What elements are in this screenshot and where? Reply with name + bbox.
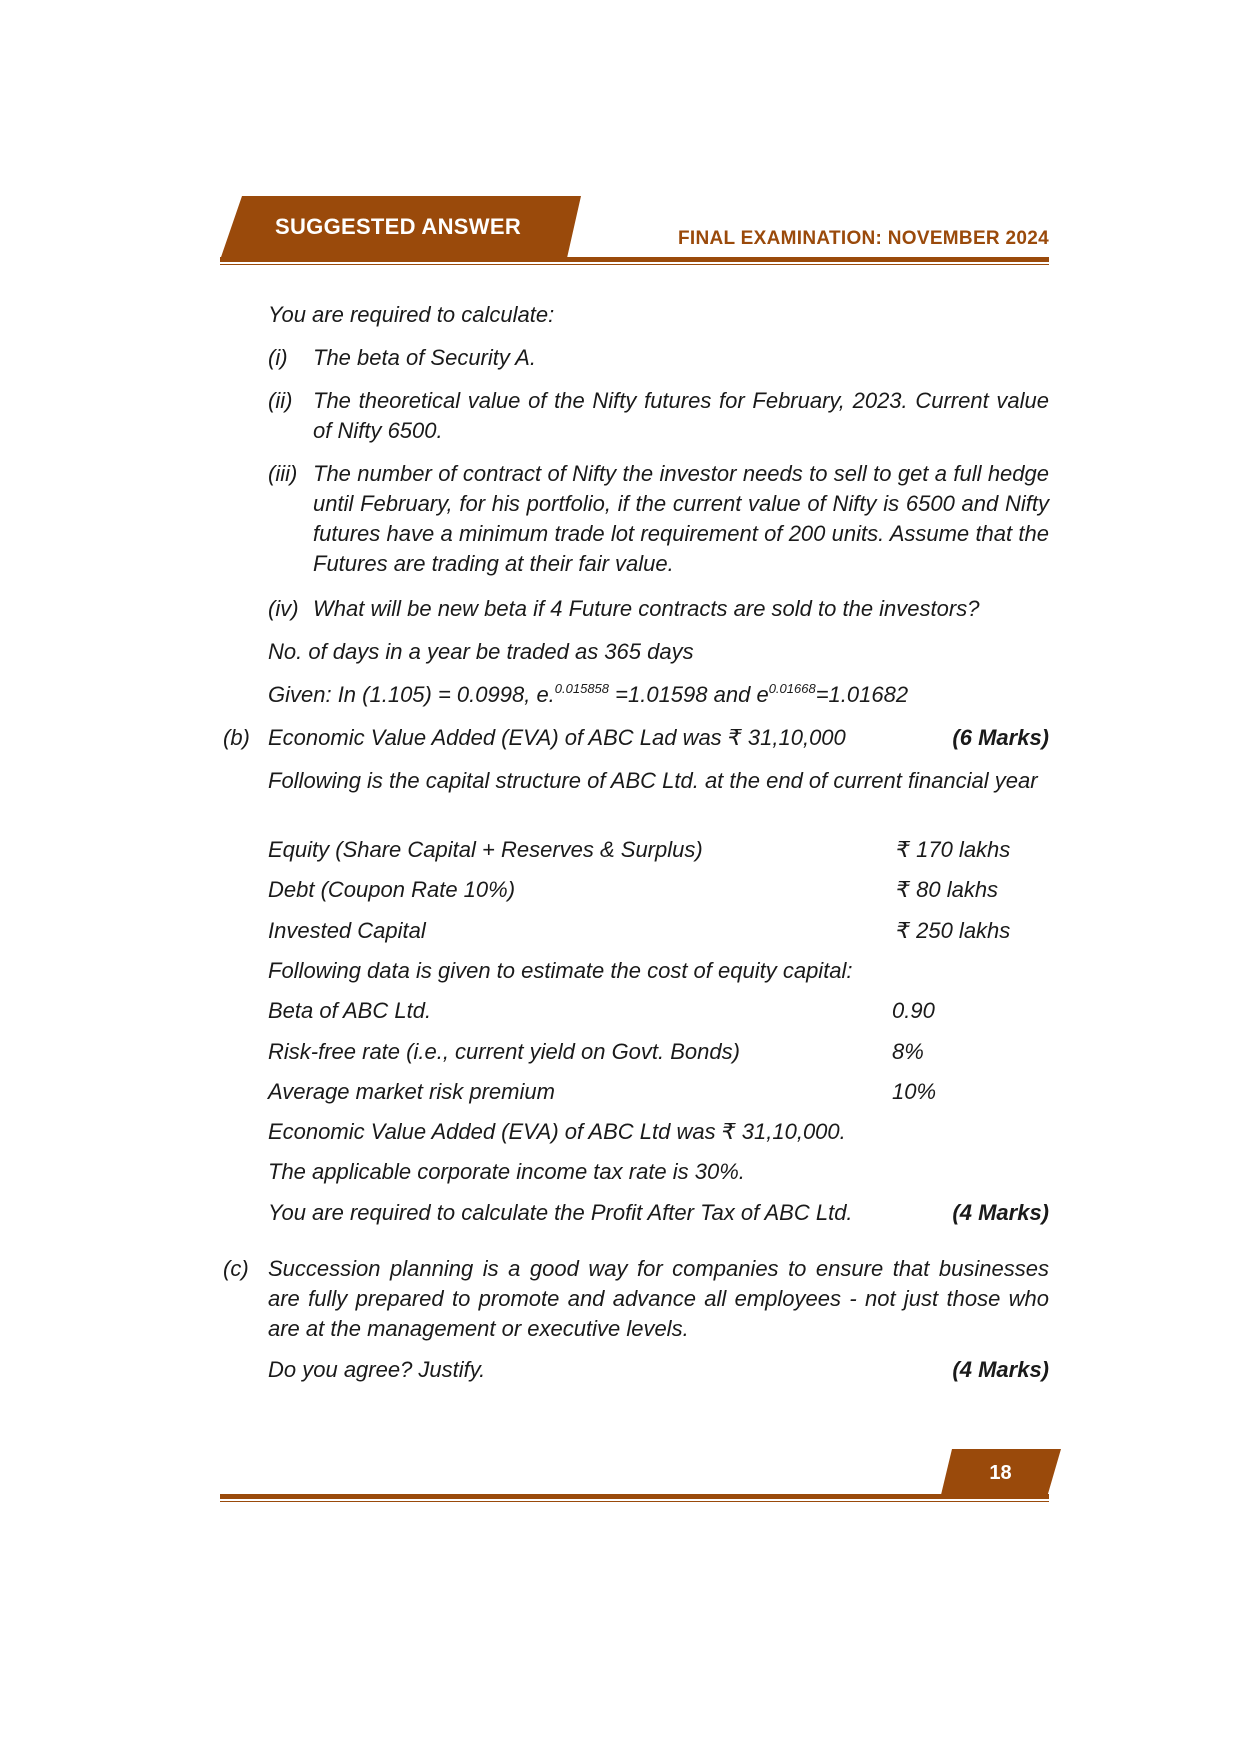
part-c-label: (c) (223, 1256, 249, 1281)
given-formula: Given: In (1.105) = 0.0998, e.$^{0.015858}$ =1.01598 and $e^{0.01668}=1.01682$ (268, 681, 909, 707)
capital-row-label: Debt (Coupon Rate 10%) (268, 877, 516, 902)
capital-row-label: Equity (Share Capital + Reserves & Surplus) (268, 837, 703, 862)
item-text: The beta of Security A. (313, 345, 536, 370)
part-c-marks: (4 Marks) (952, 1357, 1049, 1382)
part-a-intro: You are required to calculate: (268, 302, 555, 327)
footer-rule (220, 1494, 1049, 1499)
part-a-marks: (6 Marks) (952, 725, 1049, 750)
footer-rule-thin (220, 1501, 1049, 1502)
cost-intro: Following data is given to estimate the cost of equity capital: (268, 958, 853, 983)
days-note: No. of days in a year be traded as 365 days (268, 639, 694, 664)
item-num: (iv) (268, 596, 299, 621)
header-rule (220, 257, 1049, 262)
cost-row-value: 0.90 (892, 998, 935, 1023)
part-b-label: (b) (223, 725, 250, 750)
cost-row-value: 10% (892, 1079, 937, 1104)
item-text: The theoretical value of the Nifty futures for February, 2023. Current value of Nifty 6500. (313, 388, 1049, 443)
part-c-text: Succession planning is a good way for companies to ensure that businesses are fully prepared to promote and advance all employees - not just those who are at the management or executive levels. (268, 1256, 1049, 1341)
header-rule-thin (220, 264, 1049, 265)
capital-row-label: Invested Capital (268, 918, 426, 943)
capital-intro: Following is the capital structure of ABC Ltd. at the end of current financial year (268, 768, 1038, 793)
cost-row-label: Risk-free rate (i.e., current yield on Govt. Bonds) (268, 1039, 740, 1064)
cost-row-value: 8% (892, 1039, 924, 1064)
part-b-intro: Economic Value Added (EVA) of ABC Lad was ₹ 31,10,000 (268, 725, 846, 750)
cost-row-label: Average market risk premium (268, 1079, 555, 1104)
item-num: (iii) (268, 461, 298, 486)
page-number: 18 (989, 1462, 1012, 1484)
item-text: The number of contract of Nifty the investor needs to sell to get a full hedge until February, for his portfolio, if the current value of Nifty is 6500 and Nifty futures have a minimum trade lot requirement of 200 units. Assume that the Futures are trading at their fair value. (313, 461, 1049, 576)
part-b-question: You are required to calculate the Profit After Tax of ABC Ltd. (268, 1200, 853, 1225)
cost-row-label: Beta of ABC Ltd. (268, 998, 432, 1023)
item-num: (i) (268, 345, 288, 370)
capital-row-value: ₹ 170 lakhs (896, 837, 1011, 862)
item-text: What will be new beta if 4 Future contracts are sold to the investors? (313, 596, 980, 621)
part-b-marks: (4 Marks) (952, 1200, 1049, 1225)
header-tab-label: SUGGESTED ANSWER (275, 214, 522, 239)
item-num: (ii) (268, 388, 293, 413)
tax-line: The applicable corporate income tax rate is 30%. (268, 1159, 745, 1184)
capital-row-value: ₹ 250 lakhs (896, 918, 1011, 943)
eva-line: Economic Value Added (EVA) of ABC Ltd was ₹ 31,10,000. (268, 1119, 846, 1144)
exam-title: FINAL EXAMINATION: NOVEMBER 2024 (678, 228, 1049, 249)
part-c-question: Do you agree? Justify. (268, 1357, 486, 1382)
capital-row-value: ₹ 80 lakhs (896, 877, 999, 902)
